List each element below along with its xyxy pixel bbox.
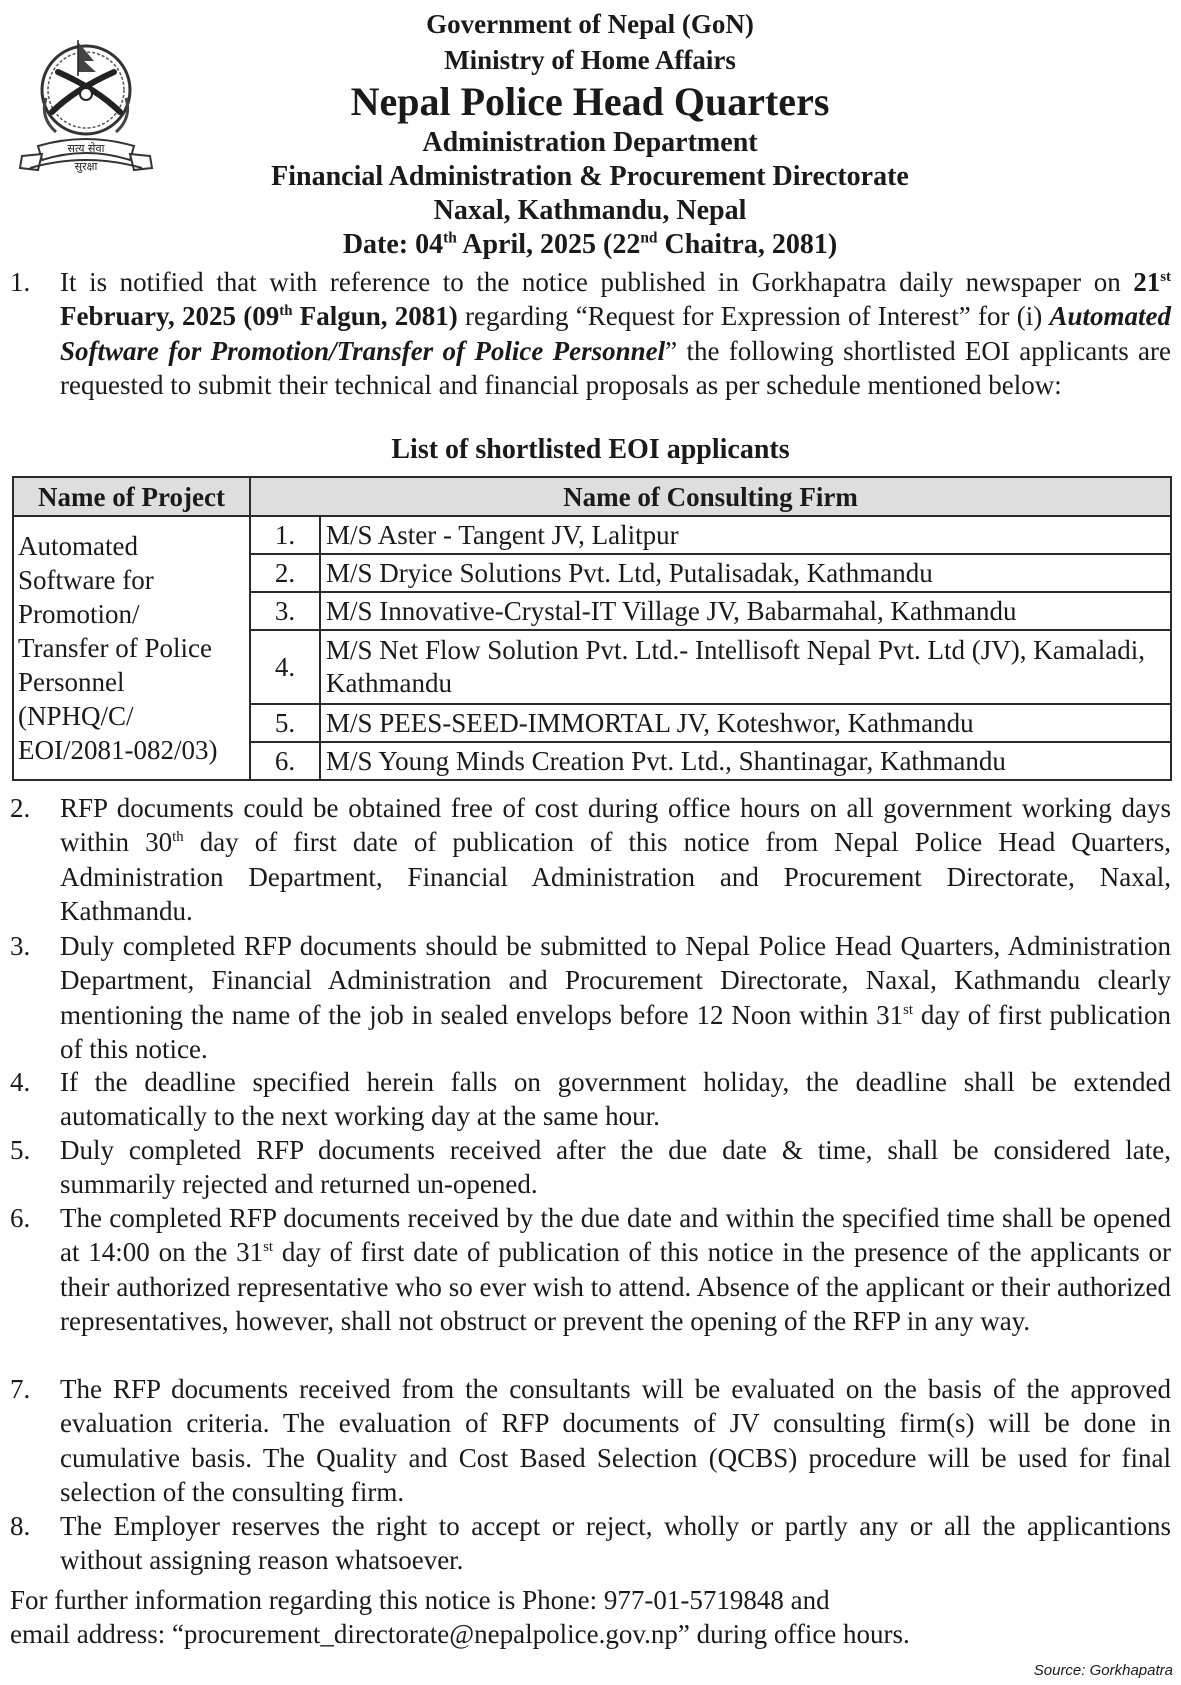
table-row <box>13 516 1171 554</box>
contact-email-line: email address: “procurement_directorate@nepalpolice.gov.np” during office hours. <box>10 1619 910 1649</box>
table-header-row <box>13 477 1171 516</box>
ministry-name: Ministry of Home Affairs <box>444 45 736 75</box>
column-header-project: Name of Project <box>13 477 250 516</box>
serial-number: 2. <box>250 554 320 592</box>
clause-text: Duly completed RFP documents should be submitted to Nepal Police Head Quarters, Administration Department, Financial Administration and Procurement Directorate, Naxal, Kathmandu clearly mentioning the name of the job in sealed envelops before 12 Noon within 31st day of first publication of this notice. <box>60 931 1171 1064</box>
government-name: Government of Nepal (GoN) <box>426 9 754 39</box>
clause-text: If the deadline specified herein falls on government holiday, the deadline shall be extended automatically to the next working day at the same hour. <box>60 1067 1171 1132</box>
clause-number: 5. <box>10 1135 31 1165</box>
contact-footer <box>10 1583 1171 1651</box>
contact-phone-line: For further information regarding this notice is Phone: 977-01-5719848 and <box>10 1585 830 1615</box>
firm-name: M/S Innovative-Crystal-IT Village JV, Babarmahal, Kathmandu <box>320 592 1171 630</box>
clause-8 <box>10 1509 1171 1578</box>
clause-3 <box>10 929 1171 1066</box>
clause-number: 2. <box>10 793 31 823</box>
serial-number: 3. <box>250 592 320 630</box>
source-credit: Source: Gorkhapatra <box>1033 1662 1173 1679</box>
clause-number: 4. <box>10 1067 31 1097</box>
clause-text: RFP documents could be obtained free of cost during office hours on all government working days within 30th day of first date of publication of this notice from Nepal Police Head Quarters, Administration Department, Financial Administration and Procurement Directorate, Naxal, Kathmandu. <box>60 793 1171 926</box>
column-header-firm: Name of Consulting Firm <box>250 477 1171 516</box>
clause-number: 7. <box>10 1374 31 1404</box>
clause-1 <box>10 265 1171 402</box>
project-name-italic: Automated Software for Promotion/Transfer of Police Personnel <box>60 301 1171 366</box>
clause-4 <box>10 1065 1171 1134</box>
shortlist-table <box>12 476 1172 781</box>
firm-name: M/S Aster - Tangent JV, Lalitpur <box>320 516 1171 554</box>
address: Naxal, Kathmandu, Nepal <box>433 195 747 226</box>
clause-number: 8. <box>10 1511 31 1541</box>
notice-date: Date: 04th April, 2025 (22nd Chaitra, 2081) <box>342 229 838 260</box>
emblem-motto-top: सत्य सेवा <box>67 142 105 155</box>
department-name: Administration Department <box>422 127 758 158</box>
firm-name: M/S Dryice Solutions Pvt. Ltd, Putalisadak, Kathmandu <box>320 554 1171 592</box>
clause-text: It is notified that with reference to the notice published in Gorkhapatra daily newspaper on 21st February, 2025 (09th Falgun, 2081) regarding “Request for Expression of Interest” for (i) Automated Software for Promotion/Transfer of Police Personnel” the following shortlisted EOI applicants are requested to submit their technical and financial proposals as per schedule mentioned below: <box>60 267 1172 400</box>
serial-number: 4. <box>250 630 320 704</box>
serial-number: 6. <box>250 742 320 780</box>
serial-number: 1. <box>250 516 320 554</box>
organization-name: Nepal Police Head Quarters <box>350 79 830 124</box>
directorate-name: Financial Administration & Procurement Directorate <box>271 161 909 192</box>
serial-number: 5. <box>250 704 320 742</box>
clause-5 <box>10 1133 1171 1202</box>
nepal-police-emblem-icon <box>16 28 156 176</box>
clause-6 <box>10 1201 1171 1338</box>
project-cell: Automated Software for Promotion/ Transfer of Police Personnel (NPHQ/C/ EOI/2081-082/03) <box>13 516 250 780</box>
clause-text: The Employer reserves the right to accept or reject, wholly or partly any or all the applicantions without assigning reason whatsoever. <box>60 1511 1171 1576</box>
clause-text: Duly completed RFP documents received after the due date & time, shall be considered late, summarily rejected and returned un-opened. <box>60 1135 1171 1200</box>
clause-2 <box>10 791 1171 928</box>
firm-name: M/S PEES-SEED-IMMORTAL JV, Koteshwor, Kathmandu <box>320 704 1171 742</box>
clause-text: The completed RFP documents received by the due date and within the specified time shall be opened at 14:00 on the 31st day of first date of publication of this notice in the presence of the applicants or their authorized representative who so ever wish to attend. Absence of the applicant or their authorized representatives, however, shall not obstruct or prevent the opening of the RFP in any way. <box>60 1203 1171 1336</box>
letterhead <box>190 6 990 262</box>
list-title: List of shortlisted EOI applicants <box>391 434 790 465</box>
firm-name: M/S Young Minds Creation Pvt. Ltd., Shantinagar, Kathmandu <box>320 742 1171 780</box>
firm-name: M/S Net Flow Solution Pvt. Ltd.- Intellisoft Nepal Pvt. Ltd (JV), Kamaladi, Kathmandu <box>320 630 1171 704</box>
emblem-motto-bottom: सुरक्षा <box>74 160 98 173</box>
clause-number: 6. <box>10 1203 31 1233</box>
clause-text: The RFP documents received from the consultants will be evaluated on the basis of the approved evaluation criteria. The evaluation of RFP documents of JV consulting firm(s) will be done in cumulative basis. The Quality and Cost Based Selection (QCBS) procedure will be used for final selection of the consulting firm. <box>60 1374 1171 1507</box>
clause-number: 3. <box>10 931 31 961</box>
clause-7 <box>10 1372 1171 1509</box>
clause-number: 1. <box>10 267 31 297</box>
